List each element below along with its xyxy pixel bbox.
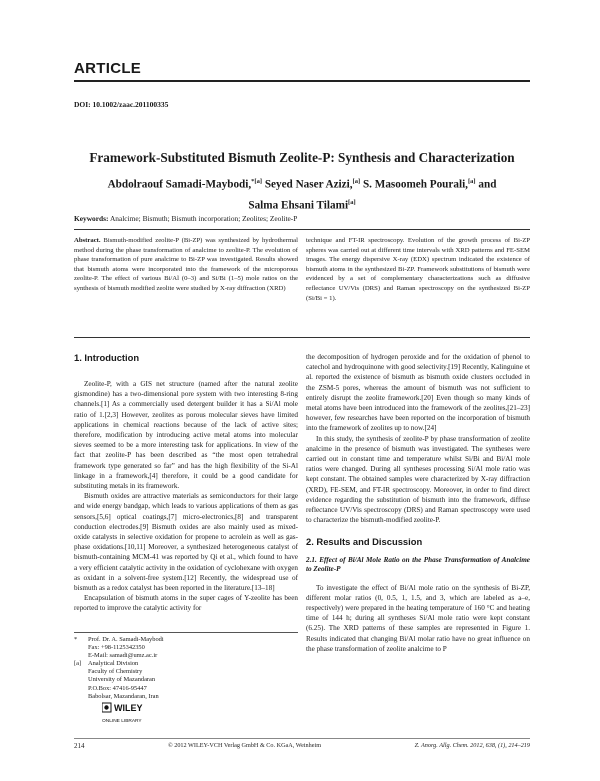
- body-column-right: [306, 352, 530, 654]
- author-name: S. Masoomeh Pourali,: [360, 178, 468, 191]
- keywords-label: Keywords:: [74, 214, 109, 223]
- abstract-text-right: technique and FT-IR spectroscopy. Evolution of the growth process of Bi-ZP spheres was carried out at different time intervals with XRD patterns and FE-SEM images. The energy dispersive X-ray (EDX) spectrum indicated the existence of bismuth atoms in the synthesized Bi-ZP. Framework substitutions of bismuth were evidenced by a set of complementary characterizations such as diffusive reflectance UV/Vis (DRS) and Raman spectroscopy on the synthesized Bi-ZP (Si/Bi = 1).: [306, 237, 530, 302]
- logo-subtitle: ONLINE LIBRARY: [102, 719, 142, 724]
- footer-rule: [74, 738, 530, 739]
- footnote-line: Fax: +98-1125342350: [88, 644, 145, 652]
- keywords: [74, 214, 297, 223]
- article-title: Framework-Substituted Bismuth Zeolite-P: Synthesis and Characterization: [89, 150, 515, 165]
- footnote-email[interactable]: E-Mail: samadi@umz.ac.ir: [88, 652, 158, 660]
- header-rule: [74, 80, 530, 82]
- journal-citation-text: Z. Anorg. Allg. Chem. 2012, 638, (1), 214–219: [414, 742, 530, 749]
- footnote-line: Analytical Division: [88, 660, 139, 668]
- page-number: 214: [74, 742, 85, 750]
- author-affiliation-mark: [a]: [467, 178, 476, 185]
- article-type-label: ARTICLE: [74, 60, 142, 77]
- section-heading-introduction: 1. Introduction: [74, 352, 140, 363]
- abstract-rule-bottom: [74, 337, 530, 338]
- paragraph: To investigate the effect of Bi/Al mole ratio on the synthesis of Bi-ZP, different molar ratios (0, 0.5, 1, 1.5, and 3, which are labeled as a–e, respectively) were prepared in the heating temperature of 160 °C and heating time of 144 h; during all syntheses Si/Al mole ratio were kept constant (6.25). The XRD patterns of these samples are represented in Figure 1. Results indicated that changing Bi/Al molar ratio have no great influence on the phase transformation of zeolite analcime to P: [306, 583, 530, 653]
- author-affiliation-mark: [a]: [352, 178, 361, 185]
- paragraph: Encapsulation of bismuth atoms in the super cages of Y-zeolite has been reported to improve the catalytic activity for: [74, 594, 298, 613]
- author-affiliation-mark: *[a]: [251, 178, 263, 185]
- footnote-rule: [74, 632, 298, 633]
- abstract-label: Abstract.: [74, 237, 101, 244]
- section-heading-results: 2. Results and Discussion: [306, 536, 423, 548]
- footnote-line: Prof. Dr. A. Samadi-Maybodi: [88, 636, 164, 643]
- author-conjunction: and: [475, 178, 497, 191]
- footnote-mark: [a]: [74, 660, 82, 668]
- author-list: [80, 173, 524, 214]
- author-affiliation-mark: [a]: [348, 198, 356, 206]
- copyright-notice: © 2012 WILEY-VCH Verlag GmbH & Co. KGaA, Weinheim: [168, 742, 322, 749]
- abstract-rule-top: [74, 229, 530, 230]
- keywords-text: Analcime; Bismuth; Bismuth incorporation; Zeolites; Zeolite-P: [108, 214, 298, 223]
- correspondence-footnote: [74, 636, 298, 701]
- author-name: Salma Ehsani Tilami: [248, 199, 349, 212]
- doi[interactable]: DOI: 10.1002/zaac.201100335: [74, 100, 169, 109]
- body-column-left: [74, 379, 298, 614]
- footnote-mark: *: [74, 636, 78, 643]
- paragraph: Zeolite-P, with a GIS net structure (named after the natural zeolite gismondine) has a two-dimensional pore system with two interesting 8-ring channels.[1] As a commercially used detergent builder it has a Si/Al mole ratio of 1.[2,3] However, zeolites as porous molecular sieves have limited applications in chemical reactions because of the lack of active sites; therefore, modification by introducing active metal atoms into molecular sieves seemed to be a more interesting task for applications. In view of the fact that zeolite-P has been described as “the most open tetrahedral framework type generated so far” and has the high flexibility of the Si-Al linkage in a framework,[4] therefore, it could be a good candidate for substituting metals in its framework.: [74, 380, 298, 491]
- author-name: Seyed Naser Azizi,: [262, 178, 353, 191]
- abstract-right: [306, 236, 530, 303]
- wiley-online-library-logo[interactable]: [102, 700, 158, 726]
- footnote-line: Babolsar, Mazandaran, Iran: [88, 692, 159, 700]
- logo-dot-icon: [104, 705, 108, 709]
- logo-wordmark: WILEY: [114, 703, 143, 713]
- author-name: Abdolraouf Samadi-Maybodi,: [107, 178, 252, 191]
- paragraph: In this study, the synthesis of zeolite-P by phase transformation of zeolite analcime in the presence of bismuth was investigated. The syntheses were carried out in constant time and temperature whilst Si/Bi and Bi/Al mole ratios were changed. During all syntheses processing Si/Al mole ratio was kept constant. The obtained samples were characterized by X-ray diffraction (XRD), FE-SEM, and FT-IR spectroscopy. Moreover, in order to find direct evidence regarding the substitution of bismuth into the framework, diffuse reflectance UV/Vis spectroscopy (DRS) and Raman spectroscopy were used to characterize the bismuth-modified zeolite-P.: [306, 434, 530, 525]
- paragraph: Bismuth oxides are attractive materials as semiconductors for their large and wide energy bandgap, which leads to various applications of them as gas sensors,[5,6] optical coatings,[7] micro-electronics,[8] and transparent conduction electrodes.[9] Bismuth oxides are also mainly used as mixed-oxide catalysts in selective oxidation for propene to acrolein as well as gas-phase oxidations.[10,11] Moreover, a synthesized heterogeneous catalyst of bismuth-containing MCM-41 was reported by Qi et al., which found to have a very efficient catalytic activity in the oxidation of cyclohexane with oxygen as oxidant in a solvent-free system.[12] Recently, the widespread use of bismuth as a redox catalyst has been reported in the literature.[13–18]: [74, 492, 298, 593]
- journal-citation: [346, 742, 530, 749]
- footnote-line: Faculty of Chemistry: [88, 668, 143, 676]
- abstract-left: [74, 236, 298, 294]
- footnote-line: University of Mazandaran: [88, 676, 156, 684]
- paragraph: the decomposition of hydrogen peroxide and for the oxidation of phenol to catechol and hydroquinone with good selectivity.[19] Recently, Kalinguine et al. reported the existence of bismuth as bismuth oxide clusters occluded in the ZSM-5 pores, whereas the amount of bismuth was not sufficient to entirely disrupt the zeolite framework.[20] Even though so many kinds of metal atoms have been introduced into the framework of the zeolites,[21–23] however, few researches have been reported on the incorporation of bismuth into the framework of zeolites up to now.[24]: [306, 353, 530, 433]
- subsection-heading: 2.1. Effect of Bi/Al Mole Ratio on the Phase Transformation of Analcime to Zeolite-P: [306, 555, 530, 574]
- abstract-text-left: Bismuth-modified zeolite-P (Bi-ZP) was synthesized by hydrothermal method during the phase transformation of analcime to zeolite-P. The evolution of phase transformation of pure analcime to Bi-ZP was investigated. Results showed that bismuth atoms were incorporated into the framework of the microporous zeolite-P. The effect of various Bi/Al (0–3) and Si/Bi (1–5) mole ratios on the synthesis of bismuth modified zeolite were studied by X-ray diffraction (XRD): [74, 237, 298, 292]
- footnote-line: P.O.Box: 47416-95447: [88, 684, 147, 692]
